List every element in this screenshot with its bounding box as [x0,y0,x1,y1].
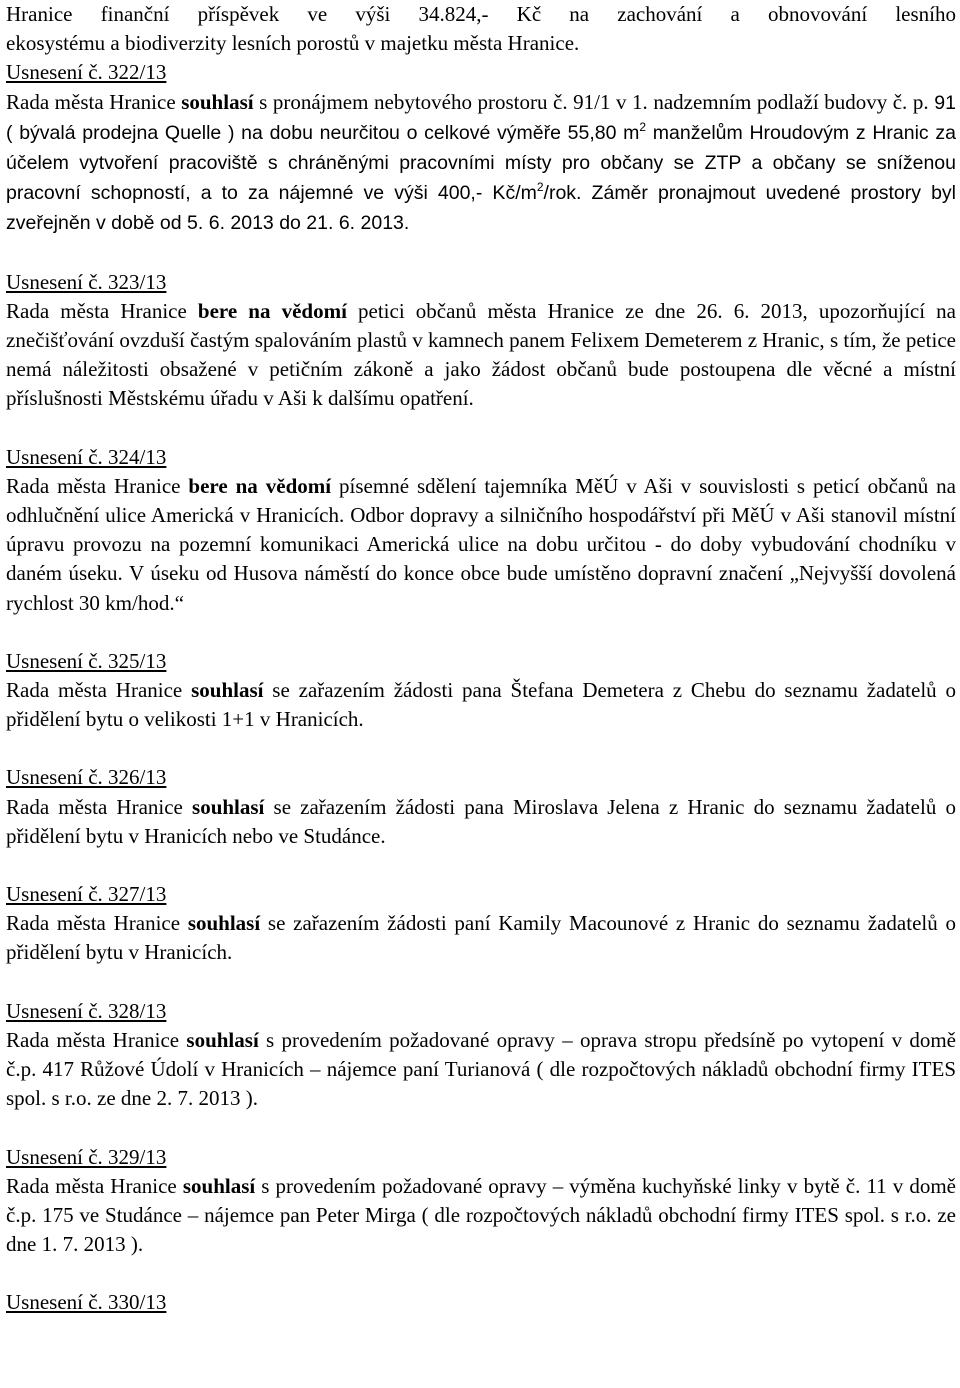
resolution-heading: Usnesení č. 330/13 [6,1290,167,1315]
resolution-heading: Usnesení č. 326/13 [6,765,167,790]
resolution-body [6,472,956,618]
resolution-body [6,793,956,851]
body-text: se zařazením žádosti paní Kamily Macounové z Hranic do seznamu žadatelů o přidělení bytu v Hranicích. [6,911,956,965]
resolution-heading: Usnesení č. 325/13 [6,648,167,673]
resolution-verb: souhlasí [187,911,261,936]
resolution-heading: Usnesení č. 322/13 [6,60,167,85]
spacer [6,1259,956,1288]
council-name: Rada města Hranice [6,1173,183,1198]
body-text: s provedením požadované opravy – oprava stropu předsíně po vytopení v domě č.p. 417 Růžové Údolí v Hranicích – nájemce paní Turianová ( dle rozpočtových nákladů obchodní firmy ITES spol. s r.o. ze dne 2. 7. 2013 ). [6,1027,957,1111]
resolution-body [6,88,956,239]
resolution-329 [6,1143,956,1260]
resolution-body [6,676,956,734]
resolution-322 [6,58,956,238]
body-text-part-1: s pronájmem nebytového prostoru č. 91/1 v 1. nadzemním podlaží budovy č. p. [253,89,929,114]
resolution-verb: souhlasí [191,678,264,703]
body-text: písemné sdělení tajemníka MěÚ v Aši v souvislosti s peticí občanů na odhlučnění ulice Americká v Hranicích. Odbor dopravy a silničního hospodářství při MěÚ v Aši stanovil místní úpravu provozu na pozemní komunikaci Americká ulice na dobu určitou - do doby vybudování chodníku v daném úseku. V úseku od Husova náměstí do konce obce bude umístěno dopravní značení „Nejvyšší dovolená rychlost 30 km/hod.“ [6,473,956,615]
resolution-body [6,1026,956,1114]
superscript-2: 2 [536,180,544,195]
resolution-327 [6,880,956,968]
body-text-sans-b: manželům Hroudovým z Hranic za účelem vytvoření pracoviště s chráněnými pracovními místy pro občany se ZTP a občany se sníženou pracovní schopností, a to za nájemné ve výši 400,- Kč/m [6,121,956,205]
resolution-325 [6,647,956,735]
resolution-heading: Usnesení č. 328/13 [6,998,167,1023]
council-name: Rada města Hranice [6,678,192,703]
document-page [6,0,956,1318]
body-text: petici občanů města Hranice ze dne 26. 6. 2013, upozorňující na znečišťování ovzduší častým spalováním plastů v kamnech panem Felixem Demeterem z Hranic, s tím, že petice nemá náležitosti obsažené v petičním zákoně a jako žádost občanů bude postoupena dle věcné a místní příslušnosti Městskému úřadu v Aši k dalšímu opatření. [6,298,956,411]
resolution-verb: souhlasí [186,1027,259,1052]
council-name: Rada města Hranice [6,911,188,936]
spacer [6,1114,956,1143]
spacer [6,239,956,268]
council-name: Rada města Hranice [6,298,198,323]
resolution-heading: Usnesení č. 329/13 [6,1144,167,1169]
resolution-330 [6,1288,956,1317]
council-name: Rada města Hranice [6,473,189,498]
body-text: se zařazením žádosti pana Miroslava Jelena z Hranic do seznamu žadatelů o přidělení bytu v Hranicích nebo ve Studánce. [6,794,956,848]
intro-line-2: ekosystému a biodiverzity lesních porostů v majetku města Hranice. [6,31,580,56]
body-text: se zařazením žádosti pana Štefana Demetera z Chebu do seznamu žadatelů o přidělení bytu o velikosti 1+1 v Hranicích. [6,678,956,732]
council-name: Rada města Hranice [6,89,182,114]
spacer [6,618,956,647]
resolution-326 [6,763,956,851]
resolution-verb: souhlasí [182,1173,256,1198]
resolution-body [6,297,956,414]
spacer [6,414,956,443]
resolution-heading: Usnesení č. 327/13 [6,882,167,907]
resolution-323 [6,268,956,414]
spacer [6,851,956,880]
resolution-body [6,1172,956,1260]
body-text: s provedením požadované opravy – výměna kuchyňské linky v bytě č. 11 v domě č.p. 175 ve Studánce – nájemce pan Peter Mirga ( dle rozpočtových nákladů obchodní firmy ITES spol. s r.o. ze dne 1. 7. 2013 ). [6,1173,956,1257]
council-name: Rada města Hranice [6,794,193,819]
resolution-328 [6,997,956,1114]
resolution-heading: Usnesení č. 324/13 [6,444,167,469]
body-text-sans-c: /rok. Záměr pronajmout uvedené prostory byl zveřejněn v době od 5. 6. 2013 do 21. 6. 2013. [6,182,956,235]
resolution-verb: bere na vědomí [197,298,347,323]
body-text-sans-a: 91 ( bývalá prodejna Quelle ) na dobu neurčitou o celkové výměře 55,80 m [6,91,956,144]
superscript-2: 2 [639,119,647,134]
intro-line-1: Hranice finanční příspěvek ve výši 34.824,- Kč na zachování a obnovování lesního [6,2,956,26]
spacer [6,968,956,997]
council-name: Rada města Hranice [6,1027,187,1052]
resolution-verb: souhlasí [192,794,265,819]
resolution-heading: Usnesení č. 323/13 [6,269,167,294]
resolution-verb: souhlasí [181,89,254,114]
resolution-verb: bere na vědomí [188,473,332,498]
resolution-324 [6,443,956,618]
spacer [6,734,956,763]
resolution-body [6,909,956,967]
